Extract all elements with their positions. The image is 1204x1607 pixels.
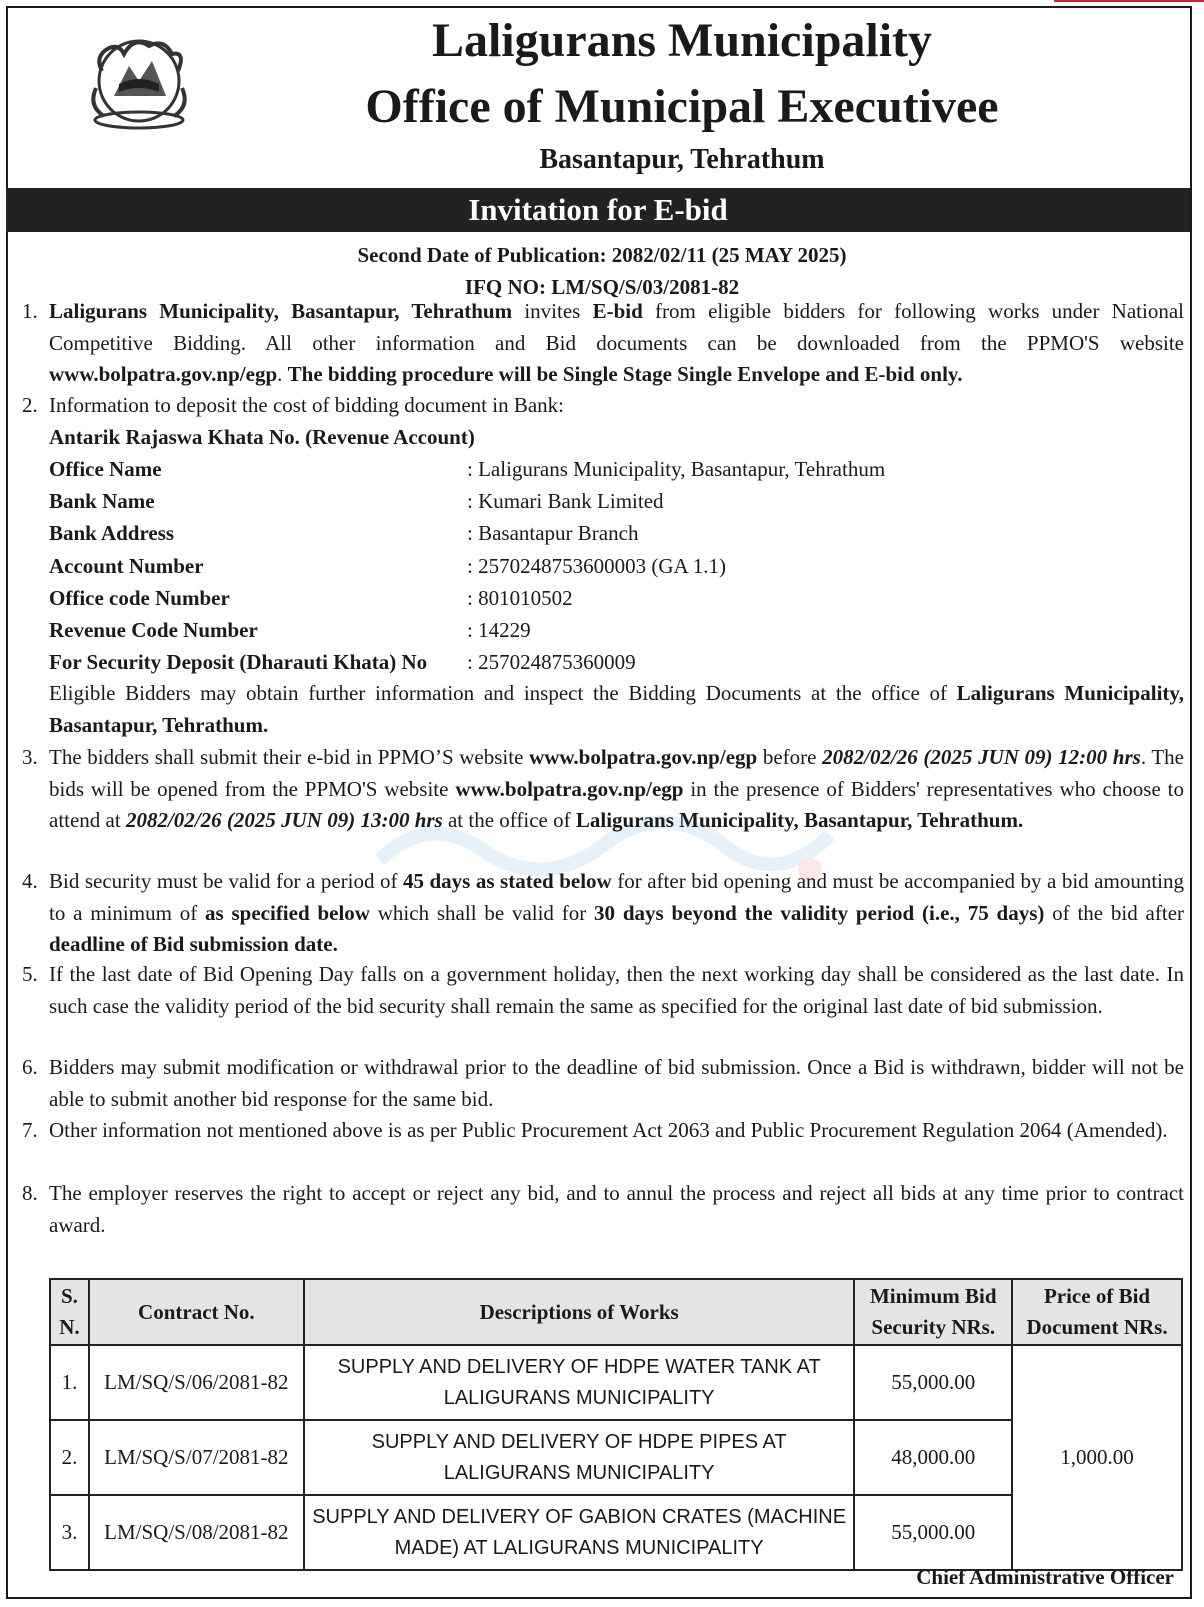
bank-detail-label: Bank Name bbox=[49, 489, 155, 514]
clause-3-text-d: in the presence of Bidders' representatives who choose to attend at bbox=[49, 776, 1184, 832]
header-sn: S. N. bbox=[50, 1279, 89, 1345]
clause-number: 8. bbox=[22, 1181, 38, 1205]
clause-3-text-c: . The bids will be opened from the PPMO'S website bbox=[49, 745, 1184, 801]
clause-4-text-d: of the bid after bbox=[1044, 900, 1185, 925]
clause-number: 7. bbox=[22, 1118, 38, 1142]
clause-number: 2. bbox=[22, 393, 38, 417]
eligible-text: Eligible Bidders may obtain further information and inspect the Bidding Documents at the office of bbox=[49, 681, 957, 705]
clause-7 bbox=[22, 1115, 1184, 1147]
publication-date: Second Date of Publication: 2082/02/11 (25 MAY 2025) bbox=[357, 243, 847, 267]
clause-4-text-b: for after bid opening and must be accompanied by a bid amounting to a minimum of bbox=[49, 869, 1184, 925]
cell-document-price: 1,000.00 bbox=[1012, 1345, 1182, 1570]
bank-detail-label: For Security Deposit (Dharauti Khata) No bbox=[49, 650, 428, 675]
cell-description: SUPPLY AND DELIVERY OF GABION CRATES (MACHINE MADE) AT LALIGURANS MUNICIPALITY bbox=[304, 1495, 855, 1570]
header-contract-no: Contract No. bbox=[89, 1279, 304, 1345]
table-header-row bbox=[50, 1279, 1182, 1345]
clause-1-procedure: The bidding procedure will be Single Stage Single Envelope and E-bid only. bbox=[287, 362, 963, 386]
clause-number: 1. bbox=[22, 299, 38, 323]
bank-detail-value: : Laligurans Municipality, Basantapur, Tehrathum bbox=[467, 457, 886, 481]
clause-7-text: Other information not mentioned above is as per Public Procurement Act 2063 and Public Procurement Regulation 2064 (Amended). bbox=[49, 1118, 1168, 1142]
ifq-number: IFQ NO: LM/SQ/S/03/2081-82 bbox=[464, 275, 740, 299]
clause-4-deadline: deadline of Bid submission date. bbox=[49, 932, 338, 956]
clause-3-office: Laligurans Municipality, Basantapur, Tehrathum. bbox=[575, 808, 1024, 832]
opening-time: 2082/02/26 (2025 JUN 09) 13:00 hrs bbox=[125, 808, 443, 832]
clause-number: 4. bbox=[22, 869, 38, 893]
clause-1 bbox=[22, 296, 1184, 391]
cell-contract-no: LM/SQ/S/07/2081-82 bbox=[89, 1420, 304, 1495]
cell-description: SUPPLY AND DELIVERY OF HDPE PIPES AT LALIGURANS MUNICIPALITY bbox=[304, 1420, 855, 1495]
cell-sn: 1. bbox=[50, 1345, 89, 1420]
cell-bid-security: 55,000.00 bbox=[854, 1495, 1012, 1570]
clause-5 bbox=[22, 959, 1184, 1022]
clause-number: 6. bbox=[22, 1055, 38, 1079]
clause-4-period: 45 days as stated below bbox=[403, 869, 612, 893]
clause-1-website: www.bolpatra.gov.np/egp bbox=[49, 362, 278, 386]
cell-bid-security: 48,000.00 bbox=[854, 1420, 1012, 1495]
clause-number: 5. bbox=[22, 962, 38, 986]
clause-3-text-a: The bidders shall submit their e-bid in PPMO’S website bbox=[49, 745, 530, 769]
clause-4-text-c: which shall be valid for bbox=[369, 900, 595, 925]
corner-accent bbox=[1054, 0, 1204, 2]
clause-6 bbox=[22, 1052, 1184, 1115]
clause-3-website-b: www.bolpatra.gov.np/egp bbox=[455, 776, 684, 801]
clause-8 bbox=[22, 1178, 1184, 1241]
clause-1-text-c: . bbox=[277, 362, 288, 386]
clause-1-ebid: E-bid bbox=[592, 299, 643, 323]
submission-deadline: 2082/02/26 (2025 JUN 09) 12:00 hrs bbox=[822, 745, 1141, 769]
clause-4-specified: as specified below bbox=[205, 900, 370, 925]
bank-detail-value: : 2570248753600003 (GA 1.1) bbox=[467, 553, 726, 578]
clause-1-text-a: invites bbox=[512, 299, 593, 323]
table-row bbox=[50, 1345, 1182, 1420]
cell-bid-security: 55,000.00 bbox=[854, 1345, 1012, 1420]
header-min-bid-security: Minimum Bid Security NRs. bbox=[854, 1279, 1012, 1345]
cell-sn: 3. bbox=[50, 1495, 89, 1570]
bid-table bbox=[49, 1278, 1183, 1571]
clause-2 bbox=[22, 390, 1184, 422]
clause-3-text-e: at the office of bbox=[442, 808, 576, 832]
cell-contract-no: LM/SQ/S/08/2081-82 bbox=[89, 1495, 304, 1570]
clause-3 bbox=[22, 742, 1184, 837]
clause-5-text: If the last date of Bid Opening Day falls on a government holiday, then the next working day shall be considered as the last date. In such case the validity period of the bid security shall remain the same as specified for the original last date of bid submission. bbox=[49, 962, 1184, 1018]
bank-detail-value: : 14229 bbox=[467, 618, 531, 642]
office-address: Basantapur, Tehrathum bbox=[539, 144, 825, 175]
signoff: Chief Administrative Officer bbox=[916, 1565, 1174, 1589]
clause-1-text-b: from eligible bidders for following works under National Competitive Bidding. All other information and Bid documents can be downloaded from the PPMO'S website bbox=[49, 299, 1184, 355]
eligible-bidders-note bbox=[22, 678, 1184, 741]
bank-detail-value: : 801010502 bbox=[467, 585, 573, 610]
clause-1-org: Laligurans Municipality, Basantapur, Tehrathum bbox=[49, 299, 513, 323]
clause-6-text: Bidders may submit modification or withdrawal prior to the deadline of bid submission. Once a Bid is withdrawn, bidder will not be able to submit another bid response for the same bid. bbox=[49, 1055, 1184, 1111]
office-title: Office of Municipal Executivee bbox=[365, 80, 999, 133]
bank-detail-label: Office code Number bbox=[49, 585, 230, 610]
clause-4 bbox=[22, 866, 1184, 961]
header-description: Descriptions of Works bbox=[304, 1279, 855, 1345]
notice-banner: Invitation for E-bid bbox=[6, 188, 1190, 232]
clause-3-text-b: before bbox=[757, 745, 823, 769]
bank-detail-label: Revenue Code Number bbox=[49, 618, 258, 642]
clause-number: 3. bbox=[22, 745, 38, 769]
bank-detail-value: : Kumari Bank Limited bbox=[467, 489, 664, 514]
bank-detail-label: Bank Address bbox=[49, 521, 175, 546]
header-price-bid-document: Price of Bid Document NRs. bbox=[1012, 1279, 1182, 1345]
eligible-office: Laligurans Municipality, Basantapur, Tehrathum. bbox=[49, 681, 1184, 737]
bank-detail-label: Account Number bbox=[49, 553, 204, 578]
cell-description: SUPPLY AND DELIVERY OF HDPE WATER TANK AT LALIGURANS MUNICIPALITY bbox=[304, 1345, 855, 1420]
nepal-emblem-icon bbox=[74, 26, 204, 134]
account-heading-text: Antarik Rajaswa Khata No. (Revenue Account) bbox=[49, 425, 475, 449]
bank-detail-value: : Basantapur Branch bbox=[467, 521, 639, 546]
bank-detail-value: : 257024875360009 bbox=[467, 650, 636, 675]
cell-sn: 2. bbox=[50, 1420, 89, 1495]
clause-2-text: Information to deposit the cost of bidding document in Bank: bbox=[49, 393, 565, 417]
cell-contract-no: LM/SQ/S/06/2081-82 bbox=[89, 1345, 304, 1420]
clause-4-text-a: Bid security must be valid for a period of bbox=[49, 869, 403, 893]
org-name: Laligurans Municipality bbox=[431, 14, 933, 67]
clause-4-validity: 30 days beyond the validity period (i.e., 75 days) bbox=[594, 900, 1045, 925]
clause-3-website-a: www.bolpatra.gov.np/egp bbox=[529, 745, 758, 769]
clause-8-text: The employer reserves the right to accept or reject any bid, and to annul the process and reject all bids at any time prior to contract award. bbox=[49, 1181, 1184, 1237]
bank-detail-label: Office Name bbox=[49, 457, 162, 481]
